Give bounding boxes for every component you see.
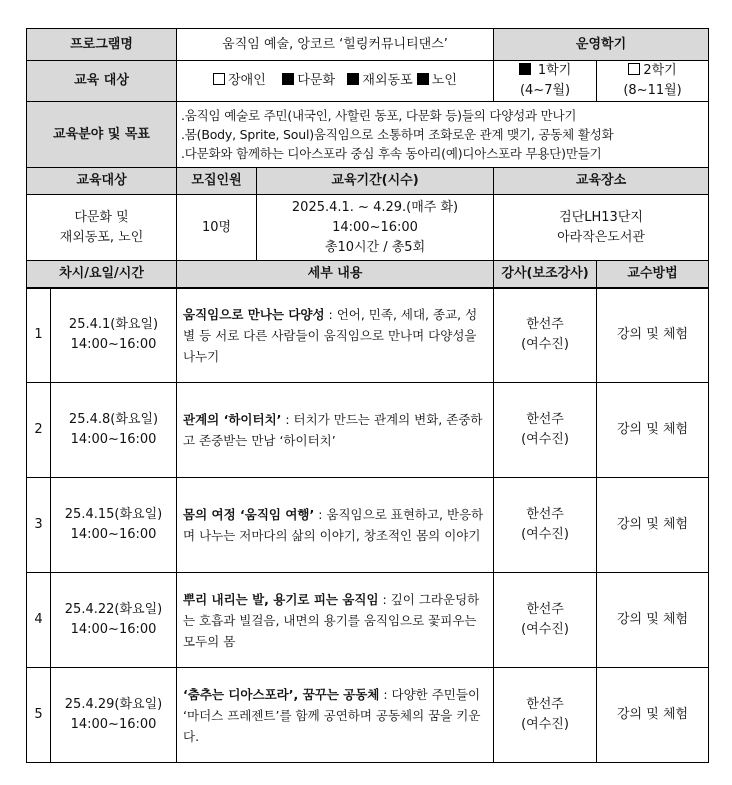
- session-datetime: 25.4.22(화요일) 14:00~16:00: [51, 573, 177, 668]
- checkbox-icon: [417, 73, 429, 85]
- session-instructor: 한선주 (여수진): [494, 288, 597, 383]
- target-label: 교육 대상: [27, 61, 177, 102]
- info-header-period: 교육기간(시수): [257, 168, 494, 195]
- session-detail: 움직임으로 만나는 다양성 : 언어, 민족, 세대, 종교, 성별 등 서로 다른 사람들이 움직임으로 만나며 다양성을 나누기: [177, 288, 494, 383]
- info-audience: 다문화 및 재외동포, 노인: [27, 195, 177, 261]
- session-detail: 관계의 ‘하이터치’ : 터치가 만드는 관계의 변화, 존중하고 존중받는 만남 ‘하이터치’: [177, 383, 494, 478]
- goals-label: 교육분야 및 목표: [27, 102, 177, 168]
- session-instructor: 한선주 (여수진): [494, 478, 597, 573]
- session-instructor: 한선주 (여수진): [494, 383, 597, 478]
- checkbox-overseas[interactable]: 재외동포: [347, 73, 412, 88]
- semester-2[interactable]: 2학기 (8~11월): [597, 61, 709, 102]
- session-row-3: [27, 478, 709, 573]
- checkbox-icon: [519, 63, 531, 75]
- session-row-5: [27, 668, 709, 763]
- checkbox-icon: [282, 73, 294, 85]
- session-datetime: 25.4.29(화요일) 14:00~16:00: [51, 668, 177, 763]
- info-header-audience: 교육대상: [27, 168, 177, 195]
- session-method: 강의 및 체험: [597, 478, 709, 573]
- info-period: 2025.4.1. ~ 4.29.(매주 화) 14:00~16:00 총10시간 / 총5회: [257, 195, 494, 261]
- session-method: 강의 및 체험: [597, 573, 709, 668]
- info-header-place: 교육장소: [494, 168, 709, 195]
- checkbox-icon: [628, 63, 640, 75]
- semester-1[interactable]: 1학기 (4~7월): [494, 61, 597, 102]
- schedule-header-detail: 세부 내용: [177, 261, 494, 288]
- checkbox-elderly[interactable]: 노인: [417, 73, 457, 88]
- session-method: 강의 및 체험: [597, 383, 709, 478]
- session-detail: 몸의 여정 ‘움직임 여행’ : 움직임으로 표현하고, 반응하며 나누는 저마다의 삶의 이야기, 창조적인 몸의 이야기: [177, 478, 494, 573]
- goals-text: .움직임 예술로 주민(내국인, 사할린 동포, 다문화 등)들의 다양성과 만나기 .몸(Body, Sprite, Soul)움직임으로 소통하며 조화로운 관계 맺기, 공동체 활성화 .다문화와 함께하는 디아스포라 중심 후속 동아리(예)디아스포라 무용단)만들기: [177, 102, 709, 168]
- schedule-header-session: 차시/요일/시간: [27, 261, 177, 288]
- session-row-1: [27, 288, 709, 383]
- session-datetime: 25.4.8(화요일) 14:00~16:00: [51, 383, 177, 478]
- program-name: 움직임 예술, 앙코르 ‘힐링커뮤니티댄스’: [177, 29, 494, 61]
- session-instructor: 한선주 (여수진): [494, 668, 597, 763]
- session-number: 1: [27, 288, 51, 383]
- session-method: 강의 및 체험: [597, 288, 709, 383]
- session-number: 2: [27, 383, 51, 478]
- info-header-capacity: 모집인원: [177, 168, 257, 195]
- checkbox-icon: [213, 73, 225, 85]
- target-options: [177, 61, 494, 102]
- checkbox-multicultural[interactable]: 다문화: [282, 73, 335, 88]
- session-number: 5: [27, 668, 51, 763]
- program-label: 프로그램명: [27, 29, 177, 61]
- info-capacity: 10명: [177, 195, 257, 261]
- session-row-4: [27, 573, 709, 668]
- checkbox-icon: [347, 73, 359, 85]
- session-datetime: 25.4.15(화요일) 14:00~16:00: [51, 478, 177, 573]
- session-instructor: 한선주 (여수진): [494, 573, 597, 668]
- session-number: 3: [27, 478, 51, 573]
- session-method: 강의 및 체험: [597, 668, 709, 763]
- checkbox-disabled[interactable]: 장애인: [213, 73, 266, 88]
- schedule-header-instructor: 강사(보조강사): [494, 261, 597, 288]
- session-detail: 뿌리 내리는 발, 용기로 피는 움직임 : 깊이 그라운딩하는 호흡과 빌걸음, 내면의 용기를 움직임으로 꽃피우는 모두의 몸: [177, 573, 494, 668]
- session-detail: ‘춤추는 디아스포라’, 꿈꾸는 공동체 : 다양한 주민들이 ‘마더스 프레젠트’를 함께 공연하며 공동체의 꿈을 키운다.: [177, 668, 494, 763]
- program-table: [26, 28, 709, 763]
- session-number: 4: [27, 573, 51, 668]
- schedule-header-method: 교수방법: [597, 261, 709, 288]
- session-datetime: 25.4.1(화요일) 14:00~16:00: [51, 288, 177, 383]
- semester-label: 운영학기: [494, 29, 709, 61]
- session-row-2: [27, 383, 709, 478]
- info-place: 검단LH13단지 아라작은도서관: [494, 195, 709, 261]
